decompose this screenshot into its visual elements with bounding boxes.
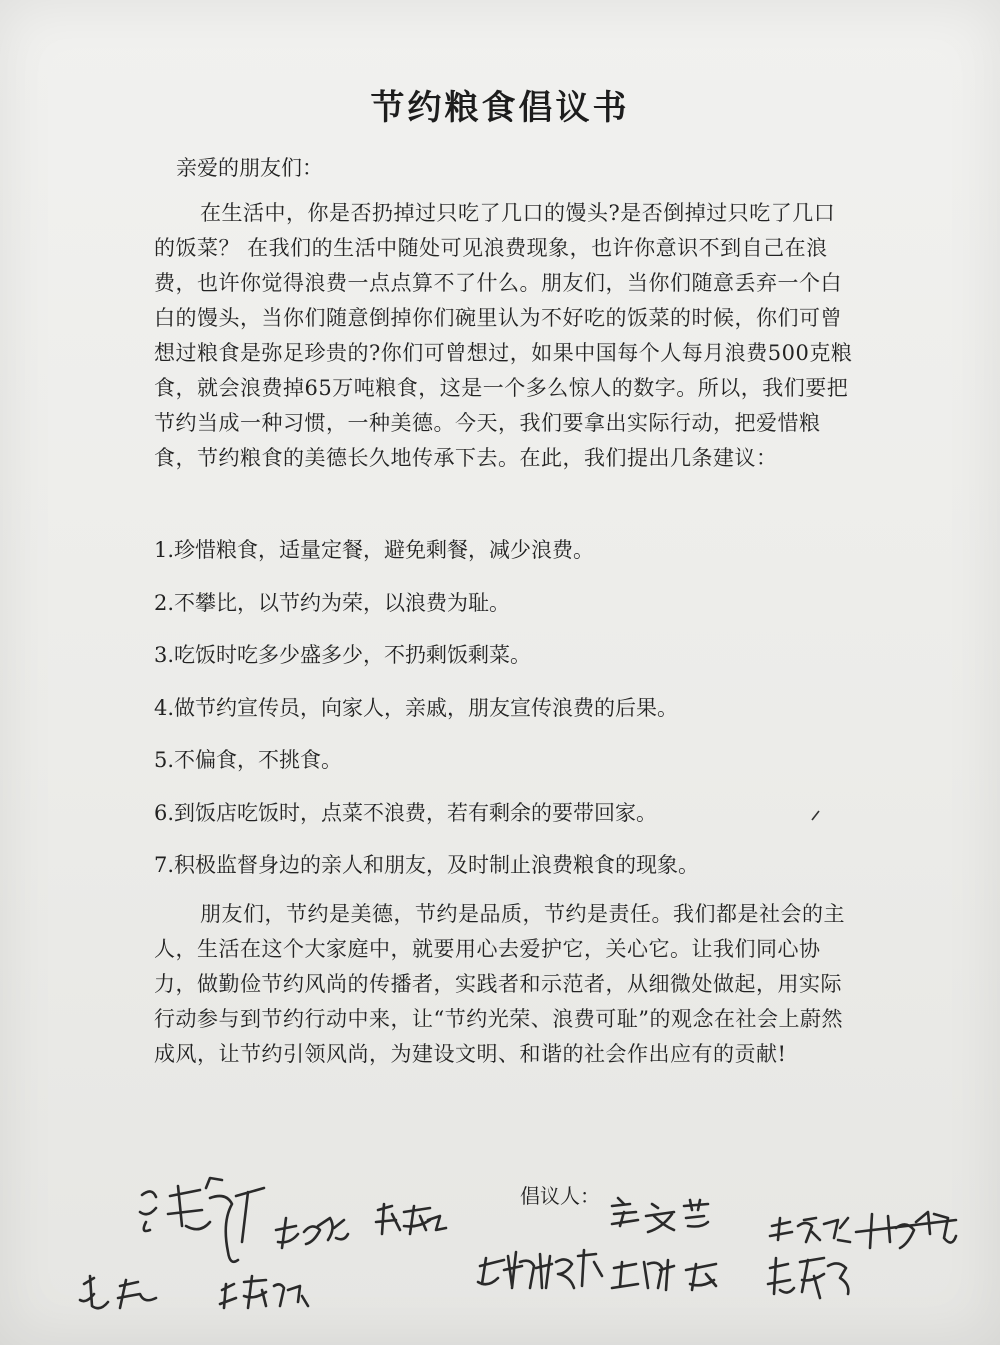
signature — [612, 1260, 716, 1290]
signature — [80, 1276, 156, 1308]
signature — [220, 1276, 308, 1308]
signature — [856, 1212, 956, 1248]
suggestion-item: 4.做节约宣传员，向家人，亲戚，朋友宣传浪费的后果。 — [154, 695, 679, 720]
signature — [768, 1258, 848, 1298]
signature — [478, 1250, 602, 1288]
suggestion-item: 6.到饭店吃饭时，点菜不浪费，若有剩余的要带回家。 — [154, 800, 658, 825]
suggestion-item: 1.珍惜粮食，适量定餐，避免剩餐，减少浪费。 — [154, 538, 595, 562]
signature — [376, 1204, 446, 1234]
salutation: 亲爱的朋友们： — [176, 156, 323, 180]
document-title: 节约粮食倡议书 — [370, 88, 630, 128]
body-paragraph-2: 朋友们，节约是美德，节约是品质，节约是责任。我们都是社会的主人，生活在这个大家庭中，就要用心去爱护它，关心它。让我们同心协力，做勤俭节约风尚的传播者，实践者和示范者，从细微处做起，用实际行动参与到节约行动中来，让“节约光荣、浪费可耻”的观念在社会上蔚然成风，让节约引领风尚，为建设文明、和谐的社会作出应有的贡献! — [154, 902, 845, 1066]
signature — [276, 1218, 348, 1248]
signature — [612, 1198, 708, 1232]
body-paragraph-1: 在生活中，你是否扔掉过只吃了几口的馒头?是否倒掉过只吃了几口的饭菜？ 在我们的生活中随处可见浪费现象，也许你意识不到自己在浪费，也许你觉得浪费一点点算不了什么。朋友们，当你们随意丢弃一个白白的馒头，当你们随意倒掉你们碗里认为不好吃的饭菜的时候，你们可曾想过粮食是弥足珍贵的?你们可曾想过，如果中国每个人每月浪费500克粮食，就会浪费掉65万吨粮食，这是一个多么惊人的数字。所以，我们要把节约当成一种习惯，一种美德。今天，我们要拿出实际行动，把爱惜粮食，节约粮食的美德长久地传承下去。在此，我们提出几条建议： — [154, 201, 853, 470]
proposer-label: 倡议人： — [520, 1184, 600, 1208]
suggestion-item: 2.不攀比，以节约为荣，以浪费为耻。 — [154, 590, 511, 615]
suggestion-item: 5.不偏食，不挑食。 — [154, 748, 343, 772]
signature — [140, 1178, 264, 1262]
signature — [770, 1218, 850, 1242]
suggestion-item: 3.吃饭时吃多少盛多少，不扔剩饭剩菜。 — [154, 643, 532, 667]
suggestion-item: 7.积极监督身边的亲人和朋友，及时制止浪费粮食的现象。 — [154, 853, 700, 877]
